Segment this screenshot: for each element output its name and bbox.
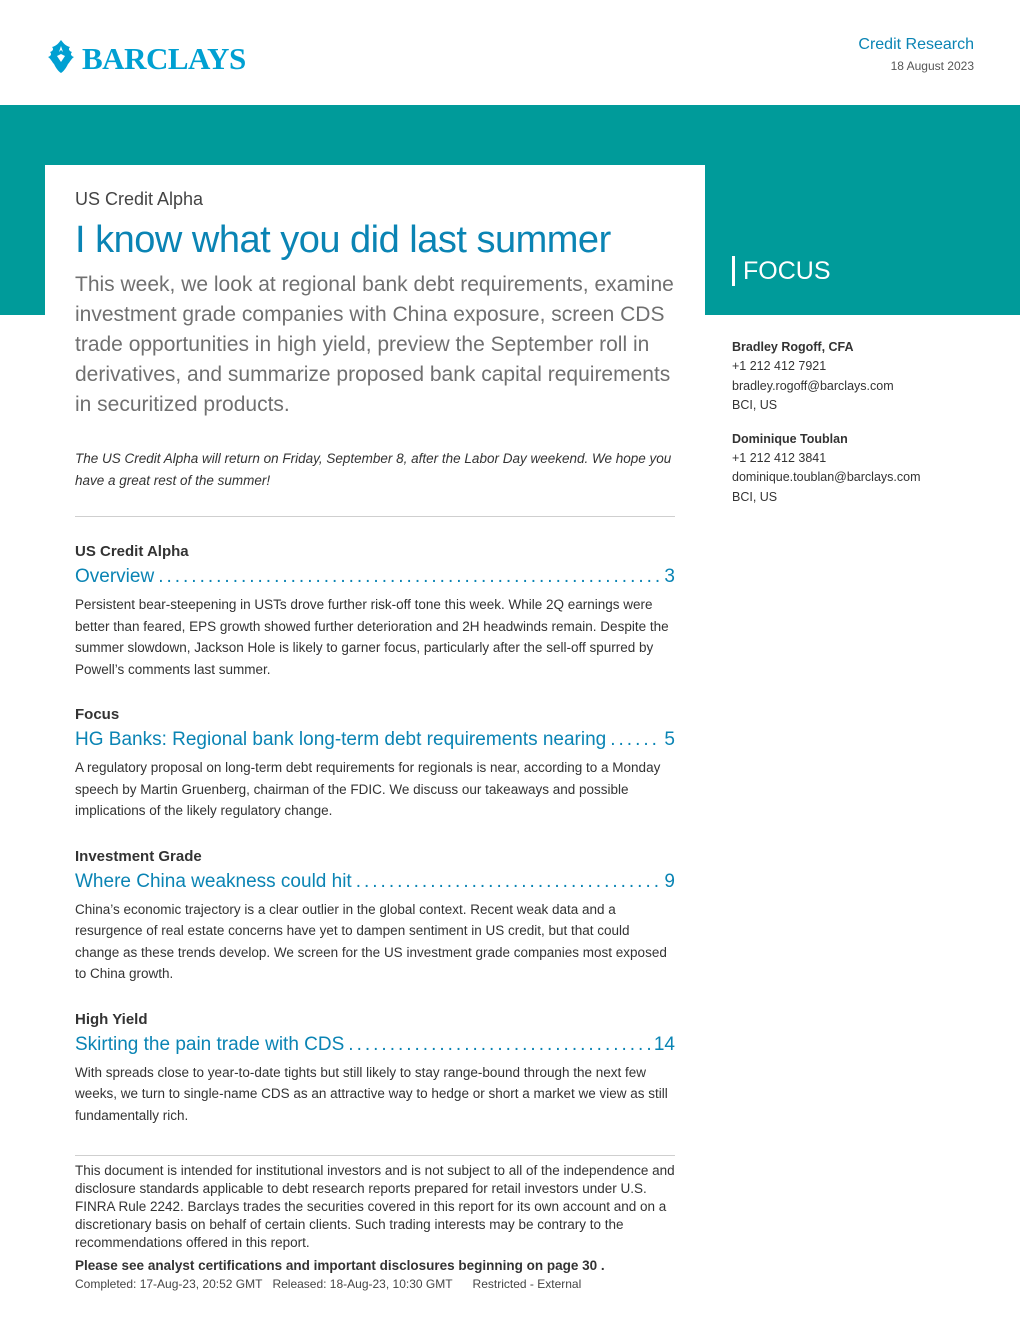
- toc-page: 14: [653, 1033, 675, 1055]
- author-card: [732, 338, 972, 416]
- eagle-icon: [44, 38, 78, 79]
- section-summary: A regulatory proposal on long-term debt requirements for regionals is near, according to a Monday speech by Martin Gruenberg, chairman of the FDIC. We discuss our takeaways and possible implications of the likely regulatory change.: [75, 760, 661, 818]
- dot-leader: [356, 871, 661, 893]
- author-card: [732, 430, 972, 508]
- report-type: Credit Research: [858, 36, 974, 53]
- focus-text: FOCUS: [743, 256, 831, 285]
- toc-title: HG Banks: Regional bank long-term debt requirements nearing: [75, 729, 607, 750]
- author-name: Dominique Toublan: [732, 431, 848, 446]
- focus-divider: [732, 256, 735, 286]
- toc-link-china-weakness[interactable]: [75, 871, 675, 893]
- section-summary: Persistent bear-steepening in USTs drove further risk-off tone this week. While 2Q earnings were better than feared, EPS growth showed further deterioration and 2H headwinds remain. Despite the summer slowdown, Jackson Hole is likely to garner focus, particularly after the sell-off spurred by Powell’s comments last summer.: [75, 597, 669, 677]
- section-heading: Investment Grade: [75, 847, 202, 865]
- released-time: Released: 18-Aug-23, 10:30 GMT: [272, 1277, 453, 1291]
- authors-panel: [732, 338, 972, 521]
- report-date: 18 August 2023: [890, 59, 974, 73]
- toc-link-hg-banks[interactable]: [75, 729, 675, 751]
- schedule-note: The US Credit Alpha will return on Friday, September 8, after the Labor Day weekend. We hope you have a great rest of the summer!: [75, 451, 672, 488]
- toc-title: Skirting the pain trade with CDS: [75, 1033, 345, 1055]
- restriction-label: Restricted - External: [472, 1277, 582, 1291]
- section-heading: US Credit Alpha: [75, 543, 189, 560]
- dot-leader: [158, 566, 660, 588]
- publication-meta: [75, 1277, 675, 1291]
- author-entity: BCI, US: [732, 489, 778, 504]
- toc-section: [75, 706, 675, 822]
- toc-section: [75, 543, 675, 680]
- brand-wordmark: BARCLAYS: [82, 40, 246, 76]
- toc-title: Where China weakness could hit: [75, 870, 352, 892]
- toc-link-overview[interactable]: [75, 566, 675, 588]
- page-title: I know what you did last summer: [75, 219, 611, 261]
- barclays-logo[interactable]: [44, 38, 246, 79]
- section-heading: High Yield: [75, 1010, 148, 1028]
- divider: [75, 516, 675, 517]
- report-header: [858, 36, 974, 73]
- dot-leader: [348, 1034, 650, 1056]
- main-content: [75, 189, 675, 1126]
- intro-paragraph: This week, we look at regional bank debt requirements, examine investment grade companies with China exposure, screen CDS trade opportunities in high yield, preview the September roll in derivatives, and summarize proposed bank capital requirements in securitized products.: [75, 273, 674, 416]
- dot-leader: [610, 729, 660, 751]
- author-email[interactable]: bradley.rogoff@barclays.com: [732, 378, 894, 393]
- toc-page: 5: [664, 729, 675, 750]
- series-name: US Credit Alpha: [75, 189, 204, 209]
- author-email[interactable]: dominique.toublan@barclays.com: [732, 470, 921, 484]
- author-name: Bradley Rogoff, CFA: [732, 340, 854, 354]
- certifications-link[interactable]: Please see analyst certifications and important disclosures beginning on page 30 .: [75, 1258, 605, 1273]
- completed-time: Completed: 17-Aug-23, 20:52 GMT: [75, 1277, 263, 1291]
- disclaimer: [75, 1155, 675, 1291]
- toc-title: Overview: [75, 566, 155, 587]
- section-summary: With spreads close to year-to-date tights but still likely to stay range-bound through the next few weeks, we turn to single-name CDS as an attractive way to hedge or short a market we view as still fundamentally rich.: [75, 1064, 668, 1123]
- disclaimer-text: This document is intended for institutional investors and is not subject to all of the independence and disclosure standards applicable to debt research reports prepared for retail investors under U.S. FINRA Rule 2242. Barclays trades the securities covered in this report for its own account and on a discretionary basis on behalf of certain clients. Such trading interests may be contrary to the recommendations offered in this report.: [75, 1163, 675, 1250]
- author-phone[interactable]: +1 212 412 7921: [732, 359, 827, 373]
- toc-link-cds[interactable]: [75, 1034, 675, 1056]
- toc-section: [75, 848, 675, 985]
- toc-section: [75, 1011, 675, 1127]
- section-summary: China’s economic trajectory is a clear outlier in the global context. Recent weak data and a resurgence of real estate concerns have yet to dampen sentiment in US credit, but that could change as these trends develop. We screen for the US investment grade companies most exposed to China growth.: [75, 901, 667, 981]
- author-phone[interactable]: +1 212 412 3841: [732, 450, 827, 465]
- section-heading: Focus: [75, 706, 120, 723]
- main-card: [45, 165, 705, 1305]
- toc-page: 9: [664, 870, 675, 892]
- focus-label: [732, 256, 831, 286]
- toc-page: 3: [664, 566, 675, 587]
- author-entity: BCI, US: [732, 398, 778, 412]
